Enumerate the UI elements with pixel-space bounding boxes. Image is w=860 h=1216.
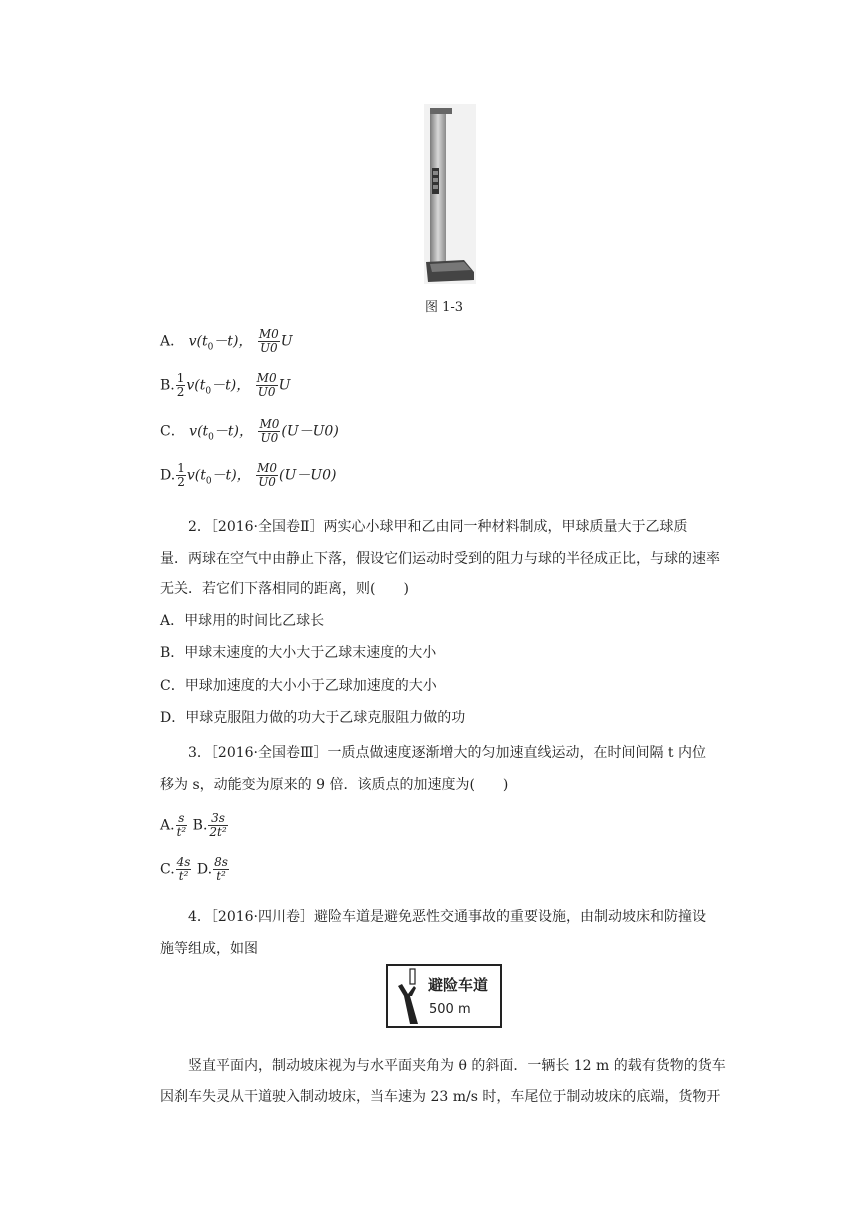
- q3-options-row2: [160, 856, 230, 883]
- sign-distance: 500 m: [429, 1002, 471, 1017]
- fraction-numerator: M0: [257, 461, 278, 475]
- fraction: [176, 856, 192, 883]
- sign-title: 避险车道: [428, 976, 489, 994]
- q3-stem-line2: 移为 s，动能变为原来的 9 倍．该质点的加速度为( ): [160, 777, 509, 793]
- q2-option-b: B．甲球末速度的大小大于乙球末速度的大小: [160, 645, 437, 661]
- option-expr-left: v(t: [186, 467, 206, 484]
- q2-stem-line1: 2．［2016·全国卷Ⅱ］两实心小球甲和乙由同一种材料制成，甲球质量大于乙球质: [188, 519, 688, 535]
- fraction: [258, 328, 280, 355]
- q2-option-d: D．甲球克服阻力做的功大于乙球克服阻力做的功: [160, 710, 466, 726]
- escape-lane-icon: [390, 966, 430, 1026]
- q1-option-b: [160, 372, 290, 402]
- fraction-numerator: M0: [258, 327, 279, 341]
- fraction-denominator: t²: [176, 825, 187, 839]
- option-label: D.: [196, 861, 213, 878]
- option-expr-left: v(t: [188, 333, 208, 350]
- fraction-denominator: U0: [259, 341, 278, 355]
- option-label: A．: [160, 333, 185, 350]
- fraction-denominator: t²: [178, 869, 189, 883]
- option-expr-right: －t)，: [213, 423, 253, 440]
- fraction-numerator: 8s: [214, 855, 228, 869]
- fraction-numerator: 4s: [176, 855, 191, 869]
- option-label: D.: [160, 467, 176, 484]
- fraction: [176, 812, 188, 839]
- q2-option-a: A．甲球用的时间比乙球长: [160, 613, 325, 629]
- fraction-denominator: U0: [257, 385, 276, 399]
- option-expr-left: v(t: [189, 423, 209, 440]
- fraction: [256, 462, 278, 489]
- option-expr-left: v(t: [186, 377, 206, 394]
- figure-1-3: [424, 104, 476, 284]
- q1-option-d: [160, 462, 336, 492]
- option-tail: U: [280, 333, 293, 350]
- option-tail: U: [278, 377, 291, 394]
- fraction-numerator: s: [176, 812, 188, 826]
- measuring-station-image: [424, 104, 476, 284]
- fraction-denominator: t²: [216, 869, 226, 883]
- option-label: B.: [160, 377, 175, 394]
- fraction: [256, 372, 278, 399]
- subscript: 0: [205, 476, 212, 487]
- q1-option-c: [160, 418, 339, 448]
- one-half-fraction: $\frac{1}{2}$: [177, 461, 185, 489]
- q4-stem-line4: 因刹车失灵从干道驶入制动坡床，当车速为 23 m/s 时，车尾位于制动坡床的底端，货物开: [160, 1089, 721, 1105]
- option-expr-right: －t)，: [213, 333, 253, 350]
- subscript: 0: [205, 386, 212, 397]
- q2-stem-line3: 无关．若它们下落相同的距离，则( ): [160, 581, 409, 597]
- option-label: B.: [192, 817, 208, 834]
- fraction: [208, 812, 227, 839]
- fraction-denominator: U0: [260, 431, 279, 445]
- q1-option-a: [160, 328, 293, 358]
- fraction: [213, 856, 229, 883]
- option-tail: (U－U0): [279, 467, 337, 484]
- option-tail: (U－U0): [281, 423, 339, 440]
- option-label: A.: [160, 817, 175, 834]
- one-half-fraction: $\frac{1}{2}$: [176, 371, 185, 399]
- option-label: C．: [160, 423, 185, 440]
- fraction-denominator: 2t²: [209, 825, 227, 839]
- q3-stem-line1: 3．［2016·全国卷Ⅲ］一质点做速度逐渐增大的匀加速直线运动，在时间间隔 t 内位: [188, 745, 707, 761]
- fraction-numerator: M0: [259, 417, 280, 431]
- q4-stem-line2: 施等组成，如图: [160, 941, 258, 957]
- subscript: 0: [207, 342, 214, 353]
- fraction-numerator: M0: [256, 371, 277, 385]
- fraction: [258, 418, 280, 445]
- escape-lane-sign: [386, 964, 502, 1028]
- fraction-numerator: 3s: [208, 812, 227, 826]
- q3-options-row1: [160, 812, 229, 839]
- q2-option-c: C．甲球加速度的大小小于乙球加速度的大小: [160, 678, 437, 694]
- option-expr-right: －t)，: [211, 377, 251, 394]
- subscript: 0: [208, 432, 214, 443]
- q4-stem-line1: 4．［2016·四川卷］避险车道是避免恶性交通事故的重要设施，由制动坡床和防撞设: [188, 909, 706, 925]
- option-expr-right: －t)，: [211, 467, 251, 484]
- q2-stem-line2: 量．两球在空气中由静止下落，假设它们运动时受到的阻力与球的半径成正比，与球的速率: [160, 551, 720, 567]
- option-label: C.: [160, 861, 175, 878]
- q4-stem-line3: 竖直平面内，制动坡床视为与水平面夹角为 θ 的斜面．一辆长 12 m 的载有货物的货车: [188, 1058, 726, 1074]
- fraction-denominator: U0: [258, 475, 276, 489]
- figure-caption: 图 1-3: [425, 300, 464, 315]
